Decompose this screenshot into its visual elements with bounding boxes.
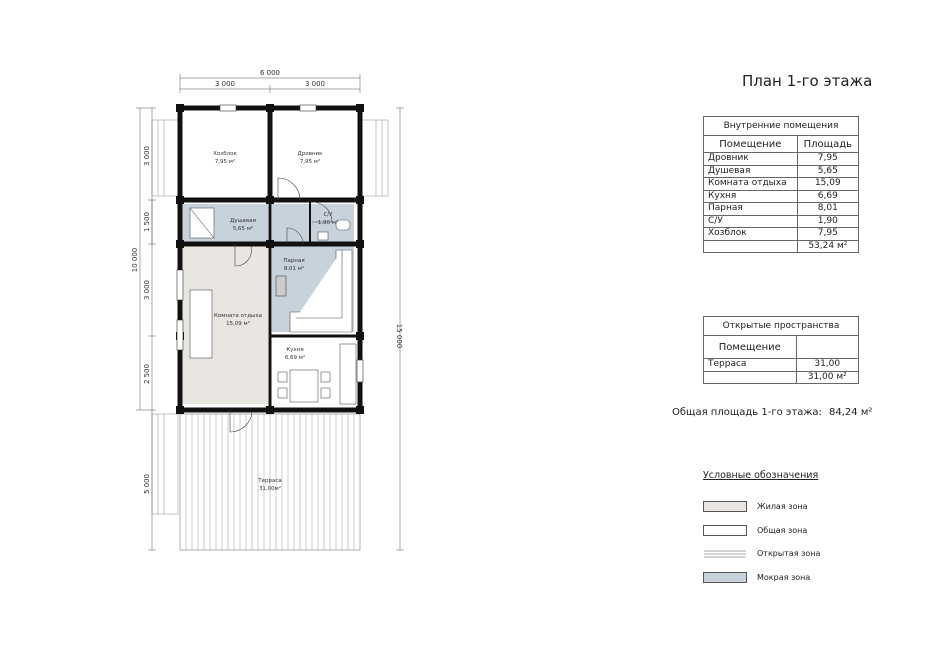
log-end (356, 240, 364, 248)
legend-swatch-living (703, 501, 747, 512)
table-row (704, 190, 859, 203)
room-hozblok-area: 7,95 м² (214, 159, 236, 165)
open-col-area (796, 336, 859, 359)
room-dushevaya-name: Душевая (230, 218, 256, 224)
sauna-stove (276, 276, 286, 296)
log-end (266, 240, 274, 248)
cell-area: 6,69 (797, 190, 858, 203)
table-row (704, 165, 859, 178)
cell-area: 5,65 (797, 165, 858, 178)
legend-title: Условные обозначения (703, 470, 819, 481)
legend-label-common: Общая зона (757, 526, 808, 535)
table-row (704, 228, 859, 241)
total-area-label: Общая площадь 1-го этажа: (672, 407, 822, 418)
page-title: План 1-го этажа (742, 72, 873, 90)
log-end (356, 196, 364, 204)
dim-left-1500: 1 500 (143, 211, 151, 233)
log-end (356, 332, 364, 340)
log-end (176, 406, 184, 414)
cell-room: Хозблок (704, 228, 798, 241)
legend-swatch-open (703, 548, 747, 559)
cell-area: 8,01 (797, 203, 858, 216)
room-drovnik-name: Дровник (297, 151, 323, 157)
room-su-name: С/У (323, 212, 333, 218)
open-table-caption: Открытые пространства (704, 317, 859, 336)
total-area (672, 407, 872, 418)
inner-table-caption: Внутренние помещения (704, 117, 859, 136)
room-komnata-name: Комната отдыха (213, 313, 263, 319)
inner-col-room: Помещение (704, 136, 798, 153)
dim-top-total: 6 000 (259, 69, 281, 77)
room-terrasa-area: 31,00м² (258, 486, 282, 492)
table-total-row (704, 371, 859, 384)
legend-label-open: Открытая зона (757, 549, 821, 558)
wet-zone-corridor-fill (272, 204, 310, 242)
cell-room: Душевая (704, 165, 798, 178)
log-end (266, 406, 274, 414)
table-row (704, 359, 859, 372)
log-end (266, 196, 274, 204)
log-end (176, 240, 184, 248)
inner-col-area: Площадь (797, 136, 858, 153)
room-su-area: 1,90 м² (317, 220, 339, 226)
table-row (704, 178, 859, 191)
cell-area: 7,95 (797, 153, 858, 166)
cell-area: 7,95 (797, 228, 858, 241)
table-row (704, 203, 859, 216)
inner-total: 53,24 м² (797, 240, 858, 253)
open-total: 31,00 м² (796, 371, 859, 384)
dim-left-10000: 10 000 (131, 247, 139, 273)
room-drovnik-area: 7,95 м² (299, 159, 321, 165)
table-total-row (704, 240, 859, 253)
dim-left-3000b: 3 000 (143, 279, 151, 301)
dim-left-3000: 3 000 (143, 145, 151, 167)
cell-room: С/У (704, 215, 798, 228)
table-row (704, 215, 859, 228)
room-dushevaya-area: 5,65 м² (232, 226, 254, 232)
legend-swatch-wet (703, 572, 747, 583)
dim-right-15000: 15 000 (395, 323, 403, 349)
room-parnaya-area: 8,01 м² (283, 266, 305, 272)
dim-left-5000: 5 000 (143, 473, 151, 495)
legend-label-living: Жилая зона (757, 502, 808, 511)
legend-swatch-common (703, 525, 747, 536)
cell-area: 15,09 (797, 178, 858, 191)
cell-area: 31,00 (796, 359, 859, 372)
dim-top-right: 3 000 (304, 80, 326, 88)
log-end (356, 406, 364, 414)
cell-room: Комната отдыха (704, 178, 798, 191)
cell-room: Терраса (704, 359, 797, 372)
room-terrasa-name: Терраса (258, 478, 282, 484)
log-end (356, 104, 364, 112)
log-end (176, 104, 184, 112)
open-spaces-table (703, 316, 859, 384)
legend-label-wet: Мокрая зона (757, 573, 811, 582)
cell-room: Парная (704, 203, 798, 216)
cell-room: Кухня (704, 190, 798, 203)
room-kuhnya-name: Кухня (286, 347, 304, 353)
open-col-room: Помещение (704, 336, 797, 359)
table-row (704, 153, 859, 166)
dim-left-2500: 2 500 (143, 363, 151, 385)
cell-room: Дровник (704, 153, 798, 166)
log-end (176, 196, 184, 204)
cell-area: 1,90 (797, 215, 858, 228)
log-end (266, 104, 274, 112)
total-area-value: 84,24 м² (829, 407, 873, 418)
room-komnata-area: 15,09 м² (226, 321, 250, 327)
room-kuhnya-area: 6,69 м² (284, 355, 306, 361)
room-hozblok-name: Хозблок (213, 151, 237, 157)
dim-top-left: 3 000 (214, 80, 236, 88)
room-parnaya-name: Парная (283, 258, 305, 264)
inner-rooms-table (703, 116, 859, 253)
